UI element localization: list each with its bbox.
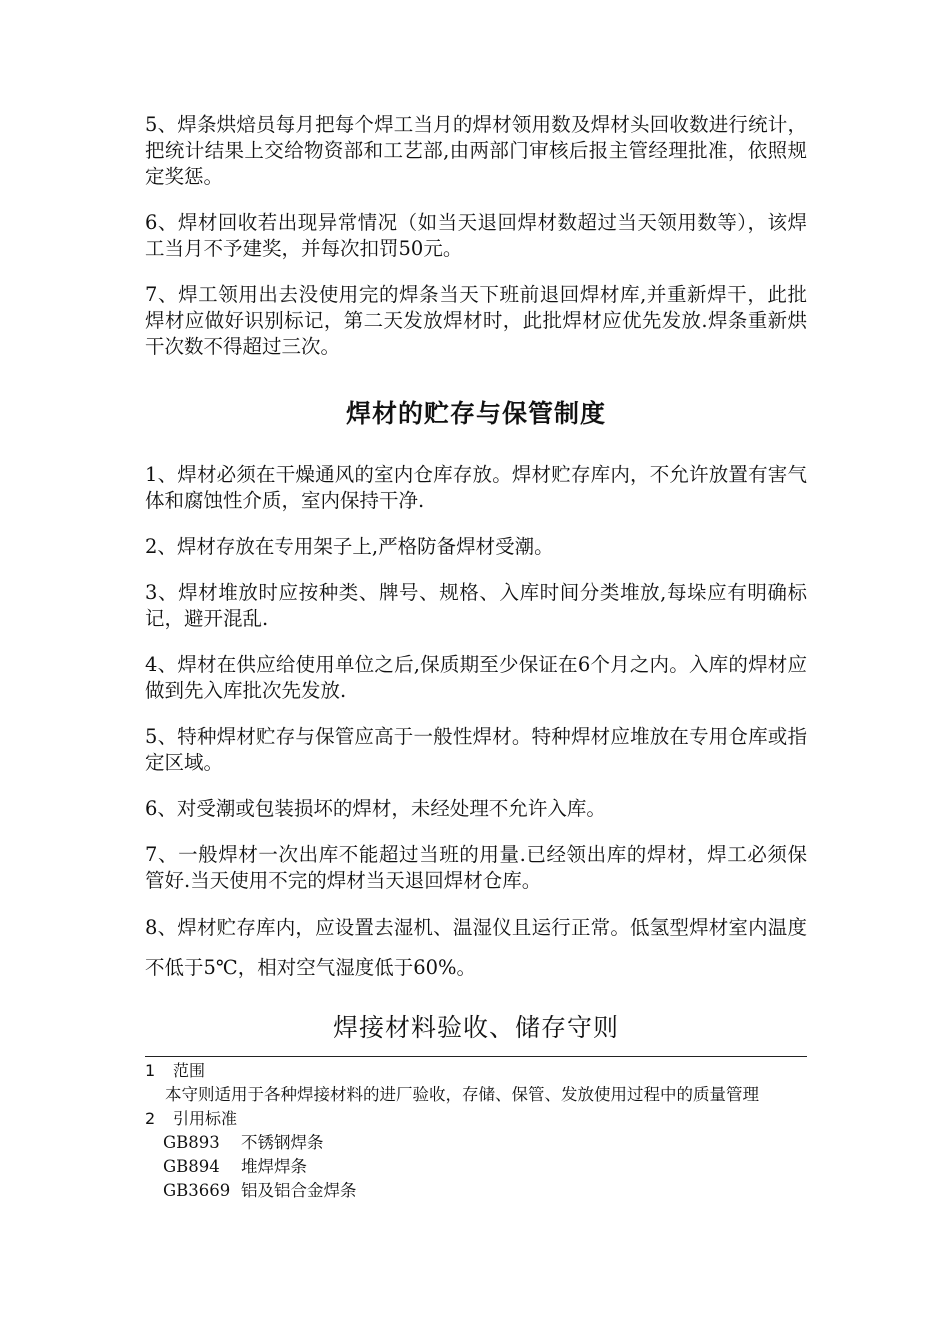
paragraph: 7、焊工领用出去没使用完的焊条当天下班前退回焊材库,并重新焊干，此批焊材应做好识别标记，第二天发放焊材时，此批焊材应优先发放.焊条重新烘干次数不得超过三次。 xyxy=(145,283,807,358)
standard-name: 铝及铝合金焊条 xyxy=(241,1181,357,1200)
paragraph: 3、焊材堆放时应按种类、牌号、规格、入库时间分类堆放,每垛应有明确标记，避开混乱. xyxy=(145,581,807,630)
paragraph: 6、焊材回收若出现异常情况（如当天退回焊材数超过当天领用数等），该焊工当月不予建奖，并每次扣罚50元。 xyxy=(145,211,807,260)
paragraph: 2、焊材存放在专用架子上,严格防备焊材受潮。 xyxy=(145,535,554,558)
clause-label: 引用标准 xyxy=(173,1109,238,1128)
clause-heading xyxy=(145,1107,807,1131)
standard-code: GB3669 xyxy=(163,1181,231,1200)
clause-text: 本守则适用于各种焊接材料的进厂验收，存储、保管、发放使用过程中的质量管理 xyxy=(165,1085,759,1104)
section-title: 焊接材料验收、储存守则 xyxy=(332,1013,619,1042)
clause-label: 范围 xyxy=(173,1061,206,1080)
clause-heading xyxy=(145,1059,807,1083)
divider xyxy=(145,1056,807,1057)
standard-code: GB894 xyxy=(163,1157,220,1176)
standard-name: 堆焊焊条 xyxy=(241,1157,307,1176)
standard-code: GB893 xyxy=(163,1133,220,1152)
paragraph: 4、焊材在供应给使用单位之后,保质期至少保证在6个月之内。入库的焊材应做到先入库批次先发放. xyxy=(145,653,807,702)
section-title: 焊材的贮存与保管制度 xyxy=(345,399,606,428)
standard-item xyxy=(145,1131,807,1155)
standard-item xyxy=(145,1179,807,1203)
standard-item xyxy=(145,1155,807,1179)
paragraph: 5、焊条烘焙员每月把每个焊工当月的焊材领用数及焊材头回收数进行统计，把统计结果上交给物资部和工艺部,由两部门审核后报主管经理批准，依照规定奖惩。 xyxy=(145,113,807,188)
paragraph: 8、焊材贮存库内，应设置去湿机、温湿仪且运行正常。低氢型焊材室内温度不低于5℃，相对空气湿度低于60%。 xyxy=(145,916,807,979)
document-page xyxy=(145,112,807,1203)
paragraph: 6、对受潮或包装损坏的焊材，未经处理不允许入库。 xyxy=(145,797,606,820)
paragraph: 5、特种焊材贮存与保管应高于一般性焊材。特种焊材应堆放在专用仓库或指定区域。 xyxy=(145,725,807,774)
paragraph: 1、焊材必须在干燥通风的室内仓库存放。焊材贮存库内，不允许放置有害气体和腐蚀性介质，室内保持干净. xyxy=(145,463,807,512)
standard-name: 不锈钢焊条 xyxy=(241,1133,324,1152)
clause-number: 2 xyxy=(145,1109,156,1128)
clause-number: 1 xyxy=(145,1061,156,1080)
paragraph: 7、一般焊材一次出库不能超过当班的用量.已经领出库的焊材，焊工必须保管好.当天使用不完的焊材当天退回焊材仓库。 xyxy=(145,843,807,892)
